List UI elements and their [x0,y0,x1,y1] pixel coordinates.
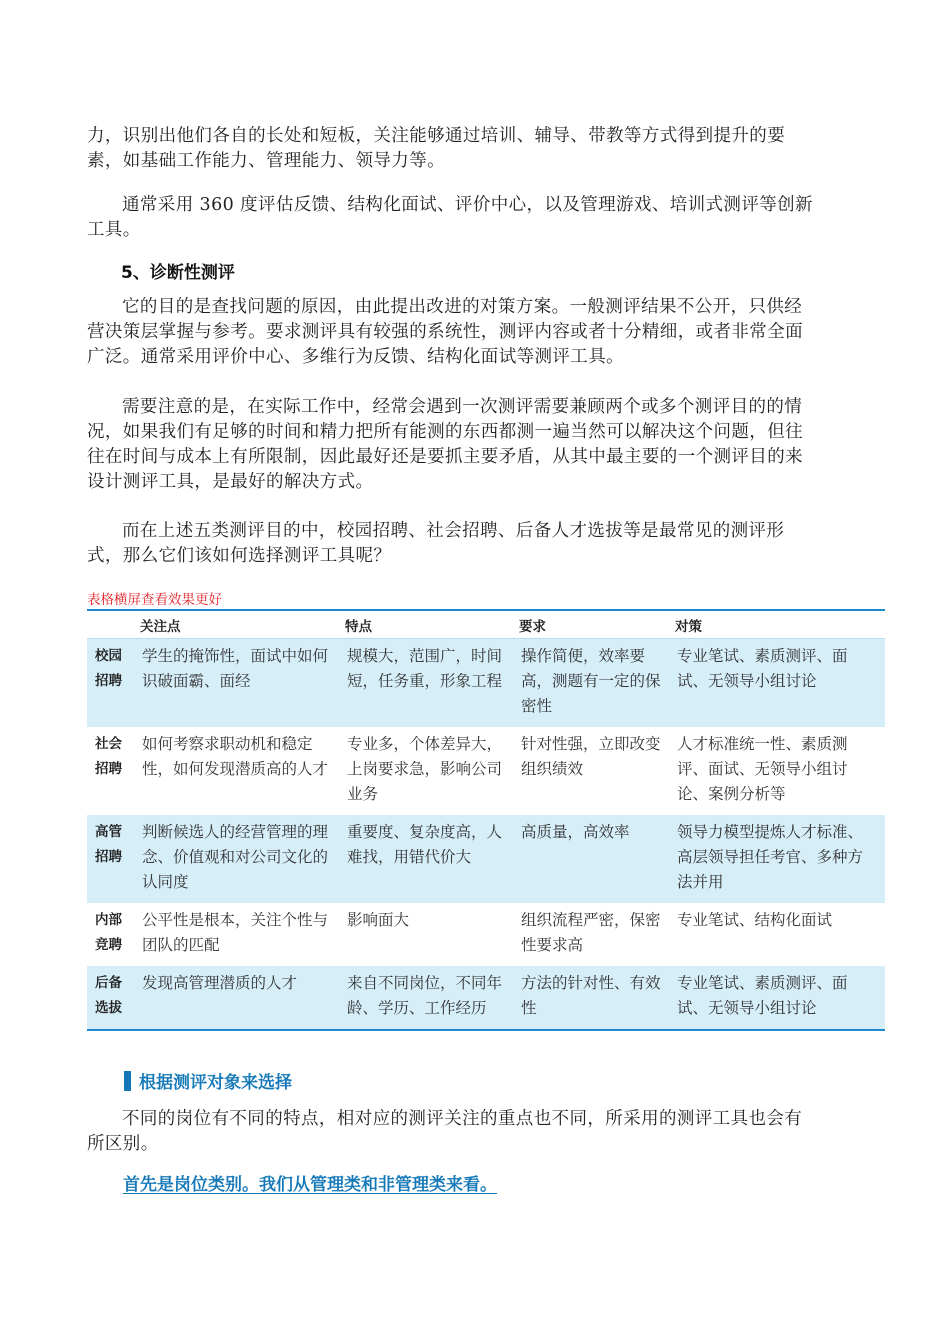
cell-traits: 规模大，范围广，时间短，任务重，形象工程 [339,639,513,728]
cell-strategy: 专业笔试、素质测评、面试、无领导小组讨论 [669,639,885,728]
cell-traits: 重要度、复杂度高，人难找，用错代价大 [339,815,513,903]
cell-traits: 来自不同岗位，不同年龄、学历、工作经历 [339,966,513,1030]
row-header [87,727,134,815]
paragraph-diagnostic [87,295,863,370]
cell-strategy: 人才标准统一性、素质测评、面试、无领导小组讨论、案例分析等 [677,735,848,803]
header-cell-strategy: 对策 [669,610,885,639]
text-line: 广泛。通常采用评价中心、多维行为反馈、结构化面试等测评工具。 [87,347,624,367]
text-line: 营决策层掌握与参考。要求测评具有较强的系统性，测评内容或者十分精细，或者非常全面 [87,322,803,342]
cell-requirements: 针对性强，立即改变组织绩效 [521,735,661,778]
table-row [87,727,885,815]
table-row [87,903,885,966]
section-heading-text: 根据测评对象来选择 [139,1073,292,1093]
table-row [87,639,885,728]
table-row [87,815,885,903]
cell-focus: 如何考察求职动机和稳定性，如何发现潜质高的人才 [142,735,329,778]
text-line: 式，那么它们该如何选择测评工具呢？ [87,546,392,566]
cell-requirements: 操作简便，效率要高，测题有一定的保密性 [513,639,669,728]
section-marker-bar [124,1071,131,1091]
row-header [87,966,134,1030]
cell-strategy: 专业笔试、结构化面试 [677,911,833,929]
row-header-line: 选拔 [95,1000,122,1016]
text-line: 不同的岗位有不同的特点，相对应的测评关注的重点也不同，所采用的测评工具也会有 [122,1109,803,1129]
text-line: 工具。 [87,220,141,240]
cell-strategy: 领导力模型提炼人才标准、高层领导担任考官、多种方法并用 [669,815,885,903]
paragraph-tools [87,193,863,243]
text-line: 力，识别出他们各自的长处和短板，关注能够通过培训、辅导、带教等方式得到提升的要 [87,126,786,146]
row-header-line: 校园 [95,648,122,664]
row-header-line: 竞聘 [95,937,122,953]
paragraph-position-differences [87,1107,863,1157]
row-header [87,903,134,966]
paragraph-five-types [87,519,863,569]
row-header-line: 社会 [95,736,122,752]
text-line: 往在时间与成本上有所限制，因此最好还是要抓主要矛盾，从其中最主要的一个测评目的来 [87,447,803,467]
cell-focus: 公平性是根本，关注个性与团队的匹配 [142,911,329,954]
text-line: 况，如果我们有足够的时间和精力把所有能测的东西都测一遍当然可以解决这个问题，但往 [87,422,803,442]
cell-traits: 专业多，个体差异大，上岗要求急，影响公司业务 [347,735,503,803]
header-cell-traits: 特点 [339,610,513,639]
row-header-line: 招聘 [95,849,122,865]
paragraph-abilities [87,124,863,174]
row-header-line: 高管 [95,824,122,840]
header-cell-blank [87,610,134,639]
cell-focus: 学生的掩饰性，面试中如何识破面霸、面经 [134,639,339,728]
row-header [87,815,134,903]
text-line: 它的目的是查找问题的原因，由此提出改进的对策方案。一般测评结果不公开，只供经 [122,297,803,317]
row-header-line: 招聘 [95,761,122,777]
text-line: 素，如基础工作能力、管理能力、领导力等。 [87,151,445,171]
text-line: 设计测评工具，是最好的解决方式。 [87,472,374,492]
header-cell-focus: 关注点 [134,610,339,639]
cell-focus: 判断候选人的经营管理的理念、价值观和对公司文化的认同度 [134,815,339,903]
header-cell-requirements: 要求 [513,610,669,639]
assessment-tools-table [87,609,885,1031]
table-row [87,966,885,1030]
text-line: 需要注意的是，在实际工作中，经常会遇到一次测评需要兼顾两个或多个测评目的的情 [122,397,803,417]
cell-requirements: 组织流程严密，保密性要求高 [521,911,661,954]
row-header-line: 内部 [95,912,122,928]
position-category-link[interactable]: 首先是岗位类别。我们从管理类和非管理类来看。 [123,1175,497,1195]
cell-focus: 发现高管理潜质的人才 [134,966,339,1030]
text-line: 通常采用 360 度评估反馈、结构化面试、评价中心，以及管理游戏、培训式测评等创新 [122,195,813,215]
table-landscape-hint: 表格横屏查看效果更好 [87,592,222,608]
row-header [87,639,134,728]
table-header-row [87,610,885,639]
cell-requirements: 方法的针对性、有效性 [513,966,669,1030]
paragraph-note [87,395,863,495]
text-line: 而在上述五类测评目的中，校园招聘、社会招聘、后备人才选拔等是最常见的测评形 [122,521,785,541]
row-header-line: 后备 [95,975,122,991]
heading-diagnostic-assessment: 5、诊断性测评 [121,263,235,283]
cell-traits: 影响面大 [347,911,410,929]
text-line: 所区别。 [87,1134,159,1154]
cell-requirements: 高质量，高效率 [513,815,669,903]
cell-strategy: 专业笔试、素质测评、面试、无领导小组讨论 [669,966,885,1030]
row-header-line: 招聘 [95,673,122,689]
section-heading [124,1068,292,1093]
